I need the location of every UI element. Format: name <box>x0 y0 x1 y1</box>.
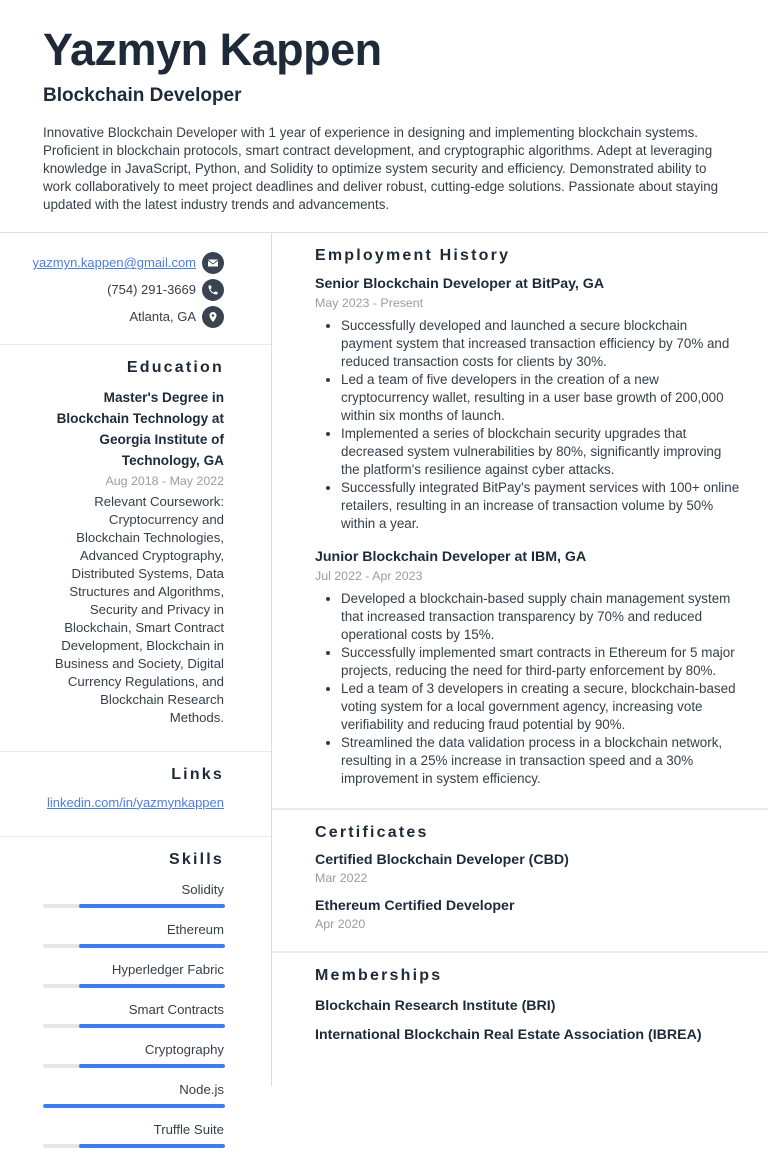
skill-name: Hyperledger Fabric <box>111 961 224 977</box>
job-heading: Junior Blockchain Developer at IBM, GA <box>315 548 587 565</box>
membership-entry: International Blockchain Real Estate Association (IBREA) <box>315 1026 702 1043</box>
certificate-name: Certified Blockchain Developer (CBD) <box>315 851 569 868</box>
skill-name: Node.js <box>179 1081 224 1097</box>
skill-progress-fill <box>79 1144 225 1148</box>
job-heading: Senior Blockchain Developer at BitPay, GA <box>315 275 605 292</box>
resume-header <box>0 0 768 233</box>
certificates-title: Certificates <box>315 823 429 841</box>
skill-name: Ethereum <box>166 921 224 937</box>
profile-summary: Innovative Blockchain Developer with 1 year of experience in designing and implementing blockchain systems. Proficient in blockchain protocols, smart contract development, and cryptographic algorithms. Adept at leveraging knowledge in JavaScript, Python, and Solidity to optimize system security and efficiency. Demonstrated ability to work collaboratively to meet project deadlines and deliver robust, cutting-edge solutions. Passionate about staying updated with the latest industry trends and advancements. <box>43 124 719 212</box>
skill-progress-fill <box>79 944 225 948</box>
education-title: Education <box>126 358 224 376</box>
certificate-entry <box>315 898 740 931</box>
skill-name: Solidity <box>181 881 224 897</box>
certificate-entry <box>315 852 740 885</box>
skill-item <box>43 882 224 908</box>
skill-name: Smart Contracts <box>128 1001 224 1017</box>
link-item <box>43 794 224 812</box>
skill-item <box>43 1042 224 1068</box>
skill-item <box>43 922 224 948</box>
links-title: Links <box>171 765 224 783</box>
certificate-date: Apr 2020 <box>315 916 366 931</box>
skill-progress-track <box>43 1024 225 1028</box>
skill-progress-fill <box>79 904 225 908</box>
job-bullet: • Successfully developed and launched a secure blockchain payment system that increased transaction efficiency by 70% and reduced transaction costs for clients by 30%. <box>341 317 740 371</box>
contact-phone-row <box>43 279 224 301</box>
membership-entry: Blockchain Research Institute (BRI) <box>315 997 556 1014</box>
skill-progress-track <box>43 944 225 948</box>
employment-title: Employment History <box>315 246 511 264</box>
job-bullet-list <box>315 317 740 533</box>
contact-location-row <box>43 306 224 328</box>
education-coursework: Relevant Coursework: Cryptocurrency and Blockchain Technologies, Advanced Cryptography, Distributed Systems, Data Structures and Algorithms, Security and Privacy in Blockchain, Smart Contract Development, Blockchain in Business and Society, Digital Currency Regulations, and Blockchain Research Methods. <box>54 493 224 725</box>
location-pin-icon <box>202 306 224 328</box>
skill-progress-track <box>43 984 225 988</box>
job-bullet: • Developed a blockchain-based supply chain management system that increased transaction transparency by 70% and reduced operational costs by 15%. <box>341 590 740 644</box>
contact-section <box>0 233 271 345</box>
person-job-title: Blockchain Developer <box>43 84 242 106</box>
employment-section <box>272 233 768 810</box>
job-bullet: • Successfully implemented smart contracts in Ethereum for 5 major projects, reducing the need for third-party enforcement by 80%. <box>341 644 740 680</box>
education-dates: Aug 2018 - May 2022 <box>105 473 224 488</box>
skill-progress-fill <box>79 1064 225 1068</box>
job-bullet: • Streamlined the data validation process in a blockchain network, resulting in a 25% increase in transaction speed and a 30% improvement in system efficiency. <box>341 734 740 788</box>
skill-progress-fill <box>43 1104 225 1108</box>
certificate-date: Mar 2022 <box>315 870 368 885</box>
education-section <box>0 345 271 752</box>
memberships-title: Memberships <box>315 966 443 984</box>
main-column <box>272 233 768 1086</box>
memberships-section <box>272 953 768 1063</box>
skill-progress-track <box>43 1104 225 1108</box>
sidebar <box>0 233 272 1137</box>
skill-progress-track <box>43 1064 225 1068</box>
skill-item <box>43 1002 224 1028</box>
education-degree: Master's Degree in Blockchain Technology at Georgia Institute of Technology, GA <box>56 389 224 468</box>
job-bullet: • Led a team of five developers in the creation of a new cryptocurrency wallet, resulting in a user base growth of 200,000 within six months of launch. <box>341 371 740 425</box>
skill-name: Truffle Suite <box>153 1121 224 1137</box>
skills-title: Skills <box>168 850 224 868</box>
skill-progress-fill <box>79 1024 225 1028</box>
skill-progress-fill <box>79 984 225 988</box>
contact-email-row <box>32 252 224 274</box>
skill-item <box>43 962 224 988</box>
phone-number: (754) 291-3669 <box>107 282 196 298</box>
job-bullet: • Led a team of 3 developers in creating a secure, blockchain-based voting system for a local government agency, increasing vote verifiability and reducing fraud potential by 90%. <box>341 680 740 734</box>
job-dates: May 2023 - Present <box>315 295 424 310</box>
skill-progress-track <box>43 904 225 908</box>
job-bullet: • Successfully integrated BitPay's payment services with 100+ online retailers, resulting in an increase of transaction volume by 50% within a year. <box>341 479 740 533</box>
skill-item <box>43 1122 224 1148</box>
skill-progress-track <box>43 1144 225 1148</box>
links-section <box>0 752 271 837</box>
job-entry <box>315 548 740 788</box>
job-entry <box>315 275 740 533</box>
certificates-section <box>272 810 768 953</box>
skills-section <box>0 837 271 1172</box>
job-bullet-list <box>315 590 740 788</box>
linkedin-link[interactable]: linkedin.com/in/yazmynkappen <box>46 794 224 810</box>
person-name: Yazmyn Kappen <box>43 24 382 75</box>
phone-icon <box>202 279 224 301</box>
location-text: Atlanta, GA <box>129 309 196 325</box>
resume-columns <box>0 233 768 1137</box>
certificate-name: Ethereum Certified Developer <box>315 897 515 914</box>
skill-name: Cryptography <box>144 1041 224 1057</box>
job-bullet: • Implemented a series of blockchain security upgrades that decreased system vulnerabilities by 80%, significantly improving the platform's resilience against cyber attacks. <box>341 425 740 479</box>
job-dates: Jul 2022 - Apr 2023 <box>315 568 423 583</box>
email-link[interactable]: yazmyn.kappen@gmail.com <box>32 255 196 271</box>
envelope-icon <box>202 252 224 274</box>
